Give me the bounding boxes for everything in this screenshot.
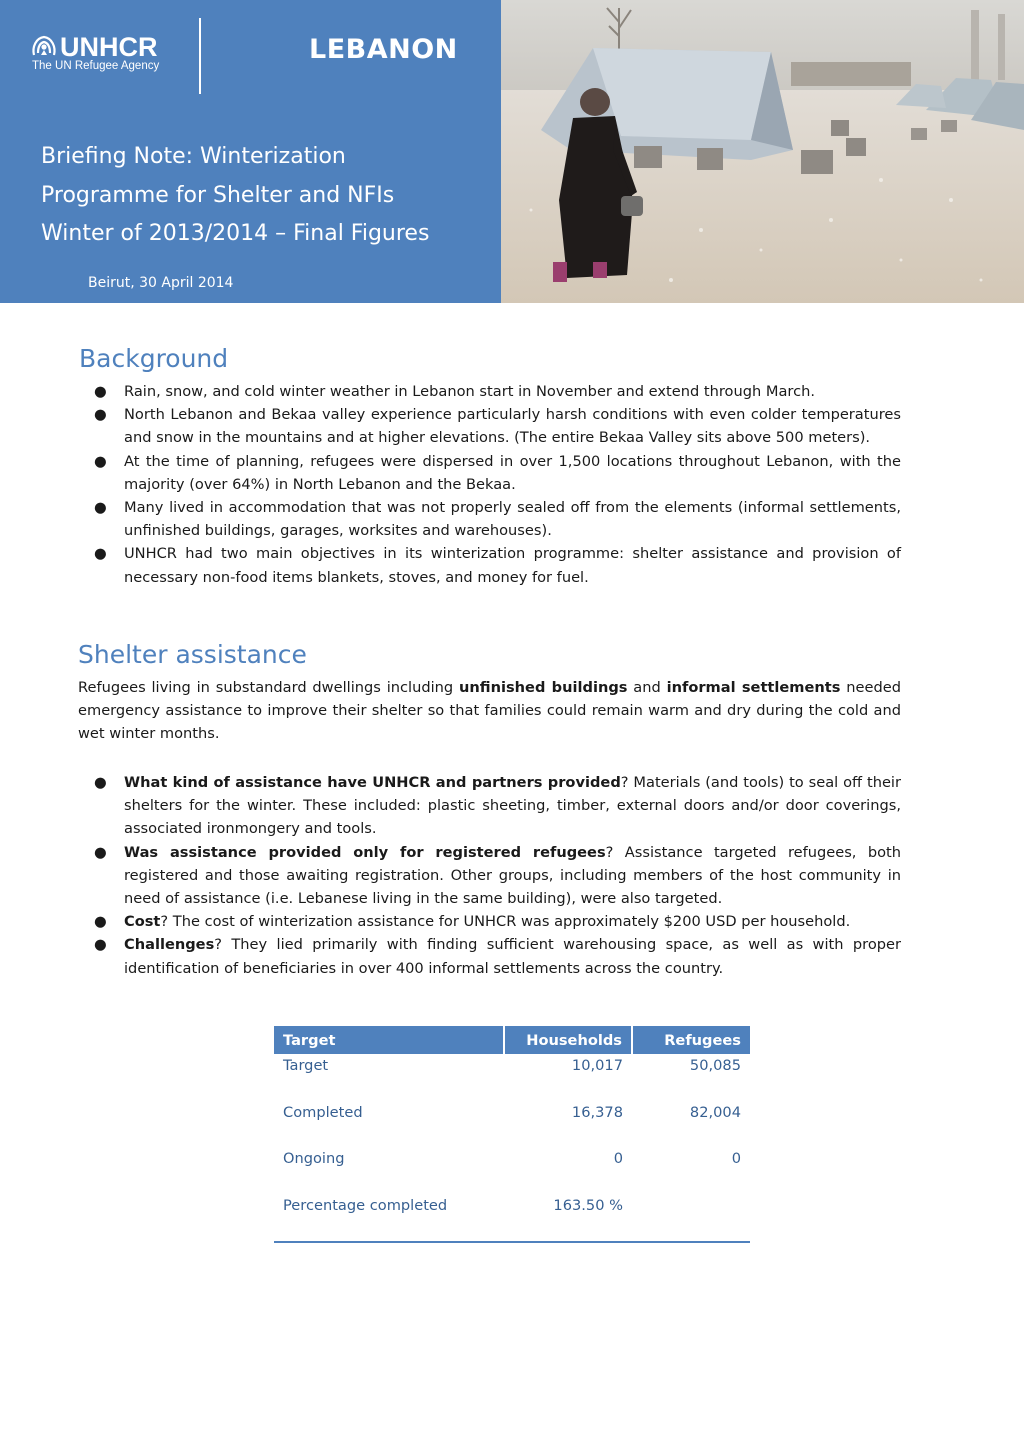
table-bottom-rule [274,1241,750,1243]
background-heading: Background [79,344,229,373]
title-line: Programme for Shelter and NFIs [41,182,395,208]
table-cell: 82,004 [689,1103,741,1121]
shelter-heading: Shelter assistance [78,640,307,669]
table-header-cell: Households [504,1026,632,1054]
bullet-icon: ● [94,843,107,861]
figures-table [274,1026,750,1238]
table-row [274,1147,750,1194]
page-title [41,138,429,254]
list-item: ● Rain, snow, and cold winter weather in Lebanon start in November and extend through March. [90,380,901,403]
table-header-cell: Refugees [632,1026,750,1054]
bullet-icon: ● [94,936,107,954]
table-cell: 0 [731,1150,741,1167]
shelter-qa-list [90,771,901,980]
table-row [274,1101,750,1148]
list-item: ● Many lived in accommodation that was not properly sealed off from the elements (informal settlements, unfinished buildings, garages, worksites and warehouses). [90,496,901,542]
header-divider [199,18,201,94]
list-item: ● At the time of planning, refugees were dispersed in over 1,500 locations throughout Lebanon, with the majority (over 64%) in North Lebanon and the Bekaa. [90,450,901,496]
table-cell: Target [283,1057,329,1074]
table-header-row [274,1026,750,1054]
header-photo-snow-camp [501,0,1024,303]
background-bullets [90,380,901,589]
table-cell: 10,017 [571,1057,623,1074]
list-item: ● Was assistance provided only for registered refugees? Assistance targeted refugees, both registered and those awaiting registration. Other groups, including members of the host community in need of assistance (i.e. Lebanese living in the same building), were also targeted. [90,841,901,911]
table-cell: 163.50 % [553,1196,623,1214]
dateline: Beirut, 30 April 2014 [88,275,234,291]
title-line: Winter of 2013/2014 – Final Figures [41,221,430,246]
table-cell: Completed [283,1103,363,1121]
camp-photo-illustration [501,0,1024,303]
unhcr-emblem-icon [30,33,58,59]
org-name: UNHCR [60,32,158,62]
unhcr-logo [30,32,190,82]
table-cell: 50,085 [689,1057,741,1074]
title-line: Briefing Note: Winterization [41,144,346,169]
table-row [274,1194,750,1238]
bullet-icon: ● [94,383,107,400]
bullet-icon: ● [94,452,107,470]
bullet-icon: ● [94,499,107,517]
header-blue-panel [0,0,501,303]
list-item: ● What kind of assistance have UNHCR and partners provided? Materials (and tools) to seal off their shelters for the winter. These included: plastic sheeting, timber, external doors and/or door coverings, associated ironmongery and tools. [90,771,901,841]
shelter-intro: Refugees living in substandard dwellings including unfinished buildings and informal settlements needed emergency assistance to improve their shelter so that families could remain warm and dry during the cold and wet winter months. [78,679,902,743]
table-cell: 0 [613,1150,623,1167]
table-cell: Percentage completed [283,1196,448,1214]
country-label: LEBANON [309,34,458,65]
table-cell [632,1194,750,1238]
list-item: ● Cost? The cost of winterization assistance for UNHCR was approximately $200 USD per household. [90,910,901,933]
list-item: ● Challenges? They lied primarily with finding sufficient warehousing space, as well as with proper identification of beneficiaries in over 400 informal settlements across the country. [90,933,901,979]
org-tagline: The UN Refugee Agency [32,60,160,72]
table-cell: 16,378 [571,1103,623,1121]
header-banner [0,0,1024,303]
list-item: ● North Lebanon and Bekaa valley experience particularly harsh conditions with even colder temperatures and snow in the mountains and at higher elevations. (The entire Bekaa Valley sits above 500 meters). [90,403,901,449]
table-row [274,1054,750,1101]
bullet-icon: ● [94,913,107,931]
bullet-icon: ● [94,774,107,791]
list-item: ● UNHCR had two main objectives in its winterization programme: shelter assistance and provision of necessary non-food items blankets, stoves, and money for fuel. [90,542,901,588]
bullet-icon: ● [94,406,107,424]
bullet-icon: ● [94,545,107,563]
table-header-cell: Target [274,1026,504,1054]
table-cell: Ongoing [283,1150,345,1167]
